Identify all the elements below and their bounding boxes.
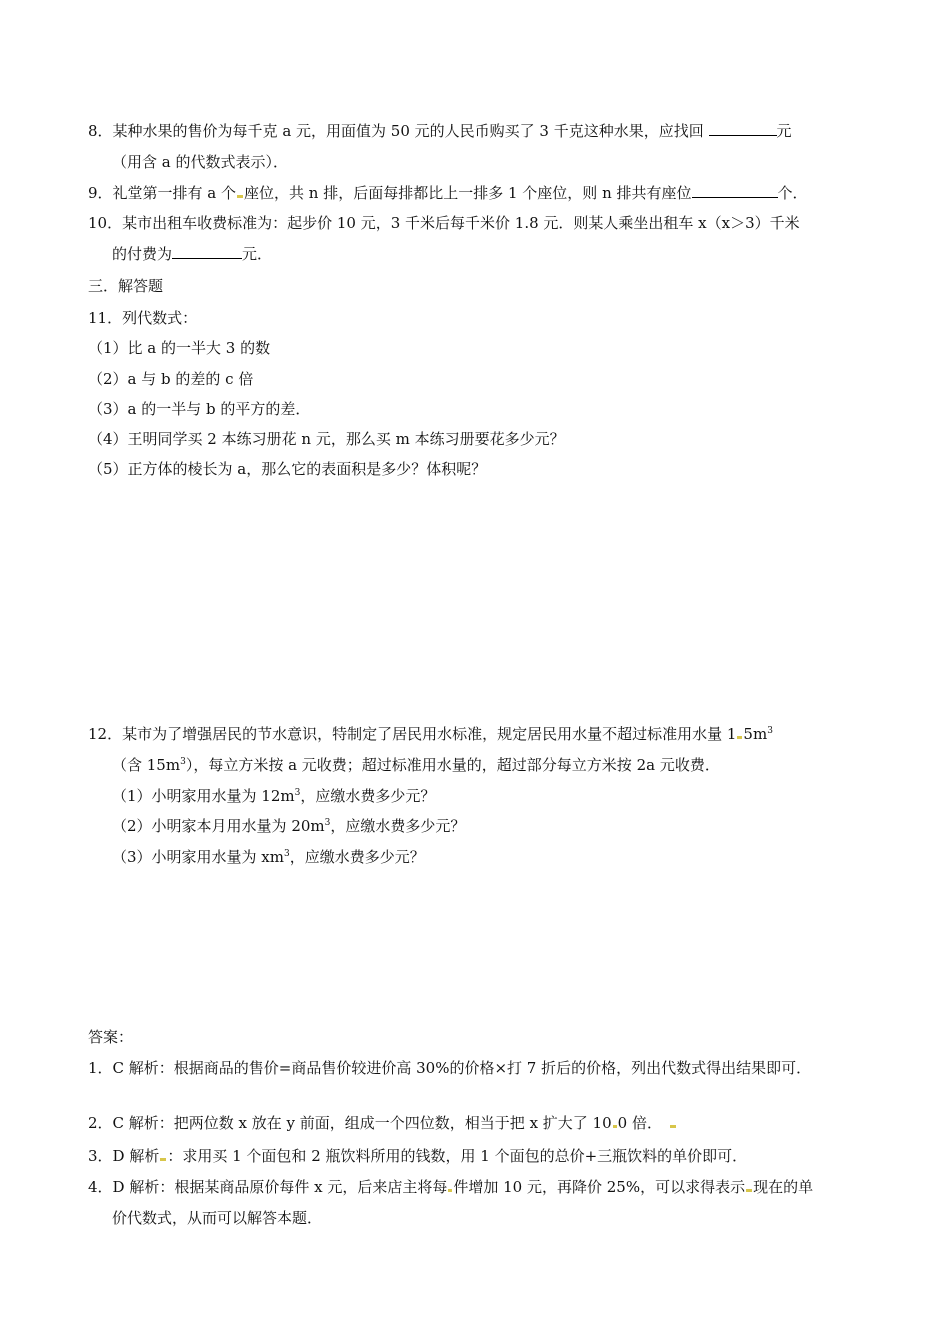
answer-blank	[692, 183, 778, 198]
question-12-sub-text: ，应缴水费多少元？	[330, 817, 466, 835]
question-12-sub3	[112, 847, 425, 867]
question-8-line2: （用含 a 的代数式表示）．	[112, 153, 288, 171]
question-12-sub-text: （2）小明家本月用水量为 20m	[112, 817, 325, 835]
question-12-sub-text: ，应缴水费多少元？	[289, 848, 425, 866]
question-10-line1: 10．某市出租车收费标准为：起步价 10 元，3 千米后每千米价 1.8 元．则某人乘坐出租车 x（x＞3）千米	[88, 214, 800, 232]
answer-blank	[172, 244, 242, 259]
highlight-mark	[160, 1158, 166, 1161]
answer-4-line2: 价代数式，从而可以解答本题．	[112, 1209, 323, 1227]
superscript: 3	[324, 818, 331, 828]
answer-2	[88, 1113, 677, 1133]
answer-4-text: 4．D 解析：根据某商品原价每件 x 元，后来店主将每	[88, 1178, 448, 1196]
question-8-unit: 元	[776, 122, 792, 140]
question-12-line1	[88, 724, 773, 744]
answer-2-text: 2．C 解析：把两位数 x 放在 y 前面，组成一个四位数，相当于把 x 扩大了 10	[88, 1114, 612, 1132]
answer-4-text: 现在的单	[753, 1178, 814, 1196]
question-11-title: 11．列代数式：	[88, 309, 198, 327]
answer-blank	[709, 121, 777, 136]
question-9	[88, 183, 808, 203]
highlight-mark	[448, 1189, 452, 1192]
question-12-sub-text: ，应缴水费多少元？	[300, 787, 436, 805]
question-12-text: ），每立方米按 a 元收费；超过标准用水量的，超过部分每立方米按 2a 元收费．	[185, 756, 720, 774]
question-12-value: 5m	[743, 725, 768, 743]
highlight-mark	[737, 736, 742, 739]
highlight-mark	[746, 1189, 752, 1192]
question-11-item: （2）a 与 b 的差的 c 倍	[88, 370, 254, 388]
question-9-text-a: 9．礼堂第一排有 a 个	[88, 184, 237, 202]
answer-3-text: 3．D 解析	[88, 1147, 160, 1165]
question-11-item: （4）王明同学买 2 本练习册花 n 元，那么买 m 本练习册要花多少元？	[88, 430, 565, 448]
question-12-sub2	[112, 816, 465, 836]
question-12-text: 12．某市为了增强居民的节水意识，特制定了居民用水标准，规定居民用水量不超过标准用水量 1	[88, 725, 737, 743]
question-9-tail: 个．	[777, 184, 808, 202]
highlight-mark	[670, 1125, 676, 1128]
question-8-text: 8．某种水果的售价为每千克 a 元，用面值为 50 元的人民币购买了 3 千克这种水果，应找回	[88, 122, 709, 140]
answer-2-text: 0 倍．	[617, 1114, 662, 1132]
question-9-text-b: 座位，共 n 排，后面每排都比上一排多 1 个座位，则 n 排共有座位	[244, 184, 692, 202]
superscript: 3	[180, 757, 186, 767]
question-12-text: （含 15m	[112, 756, 181, 774]
question-11-item: （3）a 的一半与 b 的平方的差．	[88, 400, 311, 418]
answer-3-text: ：求用买 1 个面包和 2 瓶饮料所用的钱数，用 1 个面包的总价+三瓶饮料的单价即可．	[167, 1147, 748, 1165]
question-10-line2	[112, 244, 272, 264]
answer-1: 1．C 解析：根据商品的售价=商品售价较进价高 30%的价格×打 7 折后的价格，列出代数式得出结果即可．	[88, 1059, 812, 1077]
superscript: 3	[294, 788, 301, 798]
highlight-mark	[613, 1125, 617, 1128]
answer-4-text: 件增加 10 元，再降价 25%，可以求得表示	[453, 1178, 746, 1196]
answers-title: 答案：	[88, 1028, 134, 1046]
question-12-sub-text: （3）小明家用水量为 xm	[112, 848, 284, 866]
question-10-text: 的付费为	[112, 245, 173, 263]
question-12-sub-text: （1）小明家用水量为 12m	[112, 787, 295, 805]
answer-3	[88, 1146, 747, 1166]
question-11-item: （1）比 a 的一半大 3 的数	[88, 339, 271, 357]
superscript: 3	[284, 849, 290, 859]
superscript: 3	[767, 726, 773, 736]
section-heading: 三．解答题	[88, 277, 164, 295]
question-11-item: （5）正方体的棱长为 a，那么它的表面积是多少？体积呢？	[88, 460, 487, 478]
question-12-sub1	[112, 786, 435, 806]
highlight-mark	[237, 195, 243, 198]
answer-4-line1	[88, 1177, 813, 1197]
question-12-line2	[112, 755, 720, 775]
question-10-unit: 元．	[242, 245, 273, 263]
question-8-line1	[88, 121, 792, 141]
